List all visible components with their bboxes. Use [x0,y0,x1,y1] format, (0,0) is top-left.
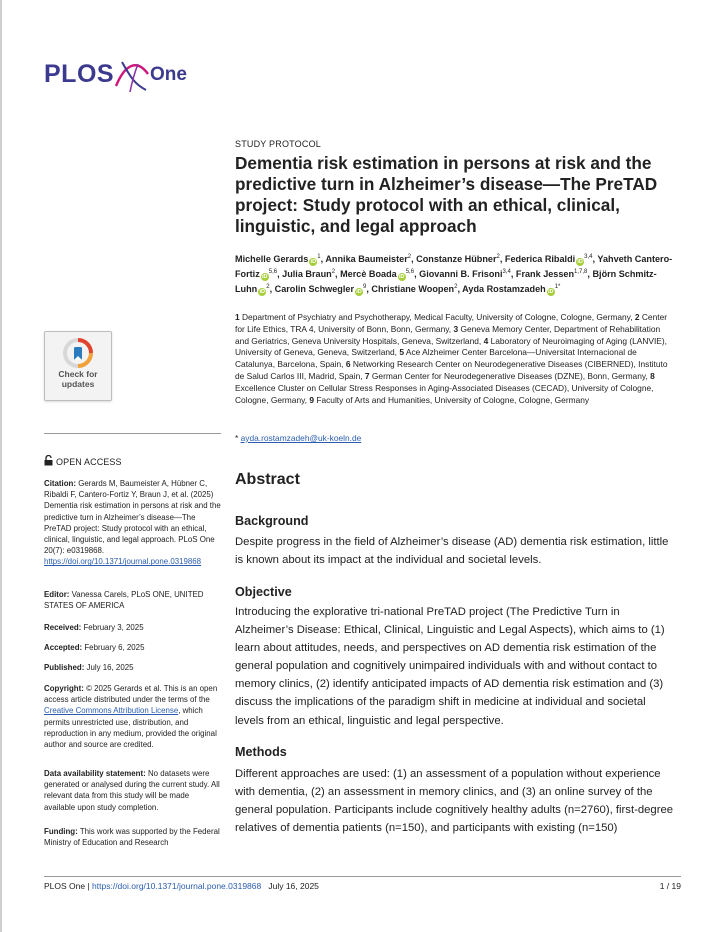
accepted-text: February 6, 2025 [84,643,145,652]
data-availability-block [44,768,222,813]
methods-paragraph: Different approaches are used: (1) an assessment of a population without experience with dementia, (2) an assessment in memory clinics, and (3) an online survey of the general population. Participants include cognitively healthy adults (n=2760), first-degree relatives of dementia patients (n=150), and participants with existing (n=150) [235,768,674,835]
author-separator: , [414,269,420,280]
author-entry [505,254,597,264]
author-separator: , [592,254,598,264]
author-separator: , [457,284,463,295]
author-separator: , [277,269,283,280]
author-name[interactable]: Carolin Schwegler [274,284,354,295]
footer [44,881,319,891]
article-title: Dementia risk estimation in persons at risk and the predictive turn in Alzheimer’s disease—The PreTAD project: Study protocol with an ethical, clinical, linguistic, and legal approach [235,153,658,236]
author-affiliation-sup: 3,4 [584,254,593,260]
background-heading: Background [235,514,309,528]
affiliation-number: 3 [453,323,459,334]
author-affiliation-sup: 2 [407,254,412,260]
check-for-updates-badge[interactable] [44,331,112,401]
author-name[interactable]: Constanze Hübner [416,254,497,264]
footer-doi-link[interactable]: https://doi.org/10.1371/journal.pone.0319868 [92,881,262,891]
author-name[interactable]: Frank Jessen [515,269,575,280]
affiliation-number: 8 [650,370,655,381]
author-entry [462,284,560,294]
citation-label: Citation: [44,479,76,488]
author-name[interactable]: Julia Braun [282,269,332,280]
author-entry [282,269,340,279]
article-type: STUDY PROTOCOL [235,139,321,149]
author-affiliation-sup: 2 [496,254,500,260]
corresponding-email-link[interactable]: ayda.rostamzadeh@uk-koeln.de [240,433,362,443]
author-affiliation-sup: 1* [554,284,561,291]
orcid-icon[interactable]: iD [356,289,362,296]
author-name[interactable]: Mercè Boada [340,269,397,280]
published-block [44,662,222,673]
author-entry [416,254,505,264]
orcid-icon[interactable]: iD [577,259,583,265]
author-entry [516,269,593,279]
author-separator: , [411,254,417,264]
affiliation-text: Networking Research Center on Neurodegenerative Diseases (CIBERNED), Instituto de Salud Carlos III, Madrid, Spain, [235,359,668,381]
published-text: July 16, 2025 [86,663,134,672]
received-text: February 3, 2025 [83,623,144,632]
orcid-icon[interactable]: iD [262,274,268,281]
affiliation-text: Department of Psychiatry and Psychotherapy, Medical Faculty, University of Cologne, Cologne, Germany, [242,312,633,322]
affiliation-text: Ace Alzheimer Center Barcelona—Universitat Internacional de Catalunya, Barcelona, Spain, [235,347,637,370]
background-paragraph: Despite progress in the field of Alzheimer’s disease (AD) dementia risk estimation, little is known about its impact at the individual and societal levels. [235,536,669,567]
orcid-icon[interactable]: iD [259,289,265,296]
affiliation-number: 6 [345,359,351,370]
open-lock-icon [44,455,53,466]
author-entry [325,254,416,264]
objective-paragraph: Introducing the explorative tri-national PreTAD project (The Predictive Turn in Alzheimer’s Disease: Ethical, Clinical, Linguistic and Legal Aspects), which aims to (1) learn about attitudes, needs, and perspectives on AD dementia risk estimation of the general population and cognitively unimpaired individuals with and without contact to memory clinics, (2) identify anticipated impacts of AD dementia risk estimation and (3) discuss the implications of the paradigm shift in medicine at individual and societal levels from an ethical, linguistic and legal perspective. [235,606,665,727]
plos-one-logo[interactable] [44,56,194,96]
author-affiliation-sup: 1,7,8 [574,269,588,276]
author-entry [275,284,372,294]
footer-divider [44,876,681,877]
received-block [44,622,222,633]
objective-heading: Objective [235,585,292,599]
open-access-text: OPEN ACCESS [56,457,122,467]
license-link[interactable]: Creative Commons Attribution License [44,706,179,716]
author-entry [419,269,516,279]
published-label: Published: [44,663,85,672]
open-access-label [44,455,122,467]
badge-line-2: updates [61,378,95,389]
affiliation-text: Geneva Memory Center, Department of Rehabilitation and Geriatrics, Geneva University Hospitals, Geneva, Switzerland, [235,323,661,346]
funding-text: This work was supported by the Federal Ministry of Education and Research [44,827,220,848]
affiliation-number: 7 [364,370,370,381]
author-affiliation-sup: 3,4 [502,269,511,276]
affiliation-item [235,312,635,322]
author-separator: , [587,269,593,280]
orcid-icon[interactable]: iD [547,289,554,296]
footer-journal: PLOS One [44,881,86,891]
author-entry [235,254,325,264]
funding-label: Funding: [44,827,78,836]
page-edge [0,0,2,932]
footer-sep: | [85,881,93,891]
data-availability-text: No datasets were generated or analysed during the current study. All relevant data from this study will be made available upon study completion. [44,769,220,812]
affiliation-number: 1 [235,312,240,322]
author-name[interactable]: Michelle Gerards [235,254,309,264]
accepted-block [44,642,222,653]
received-label: Received: [44,623,82,632]
author-separator: , [366,284,372,295]
author-name[interactable]: Annika Baumeister [325,254,408,264]
affiliation-text: Faculty of Arts and Humanities, University of Cologne, Cologne, Germany [316,394,590,405]
affiliation-number: 2 [634,312,640,322]
corresponding-author [235,433,361,443]
author-separator: , [499,254,505,264]
logo-brand: PLOS [44,60,115,88]
page-number: 1 / 19 [659,881,681,891]
abstract-heading: Abstract [235,471,300,488]
logo-swoosh-icon [108,56,154,96]
copyright-label: Copyright: [44,684,84,693]
accepted-label: Accepted: [44,643,83,652]
methods-heading: Methods [235,745,287,759]
affiliation-item [309,395,589,405]
logo-journal: One [150,64,187,85]
affiliation-text: Laboratory of Neuroimaging of Aging (LANVIE), University of Geneva, Geneva, Switzerland, [235,335,668,358]
author-separator: , [335,269,341,280]
affiliation-item [365,371,650,381]
author-affiliation-sup: 2 [266,284,270,291]
author-affiliation-sup: 5,6 [268,269,278,276]
badge-line-1: Check for [58,369,98,379]
author-name[interactable]: Federica Ribaldi [504,254,576,264]
affiliation-list [235,312,675,406]
copyright-post: , which permits unrestricted use, distribution, and reproduction in any medium, provided the original author and source are credited. [44,706,217,750]
author-affiliation-sup: 2 [331,269,336,276]
affiliation-number: 9 [309,394,314,405]
corresponding-star: * [235,433,239,443]
author-entry [371,284,462,294]
author-name[interactable]: Giovanni B. Frisoni [419,269,503,280]
orcid-icon[interactable]: iD [310,259,317,265]
citation-block [44,478,222,568]
author-name[interactable]: Yahveth Cantero-Fortiz [235,254,673,280]
affiliation-number: 5 [399,347,404,358]
author-list [235,251,675,297]
author-name[interactable]: Christiane Woopen [371,284,455,295]
author-affiliation-sup: 1 [317,254,321,260]
data-availability-label: Data availability statement: [44,769,146,778]
copyright-block [44,683,222,750]
editor-text: Vanessa Carels, PLoS ONE, UNITED STATES OF AMERICA [44,590,204,611]
citation-doi-link[interactable]: https://doi.org/10.1371/journal.pone.0319868 [44,557,202,567]
author-separator: , [510,269,516,280]
funding-block [44,826,222,848]
check-updates-icon [63,338,93,368]
footer-date: July 16, 2025 [268,881,319,891]
author-affiliation-sup: 9 [362,284,367,291]
meta-divider [44,433,221,434]
author-entry [340,269,419,279]
copyright-pre: © 2025 Gerards et al. This is an open access article distributed under the terms of the [44,684,218,705]
editor-label: Editor: [44,590,70,599]
editor-block [44,589,222,611]
author-separator: , [320,254,326,264]
author-name[interactable]: Björn Schmitz-Luhn [235,269,657,295]
citation-text: Gerards M, Baumeister A, Hübner C, Ribaldi F, Cantero-Fortiz Y, Braun J, et al. (2025) Dementia risk estimation in persons at risk and the predictive turn in Alzheimer’s disease—The PreTAD project: Study protocol with an ethical, clinical, linguistic, and legal approach. PLoS One 20(7): e0319868. [44,479,221,556]
author-separator: , [269,284,275,295]
orcid-icon[interactable]: iD [398,274,405,281]
author-affiliation-sup: 2 [454,284,458,291]
author-affiliation-sup: 5,6 [405,269,415,276]
affiliation-text: Excellence Cluster on Cellular Stress Responses in Aging-Associated Diseases (CECAD), University of Cologne, Cologne, Germany, [235,382,654,405]
affiliation-number: 4 [483,335,489,346]
affiliation-text: German Center for Neurodegenerative Diseases (DZNE), Bonn, Germany, [371,370,648,381]
affiliation-text: Center for Life Ethics, TRA 4, University of Bonn, Bonn, Germany, [235,312,668,334]
author-name[interactable]: Ayda Rostamzadeh [462,284,546,295]
